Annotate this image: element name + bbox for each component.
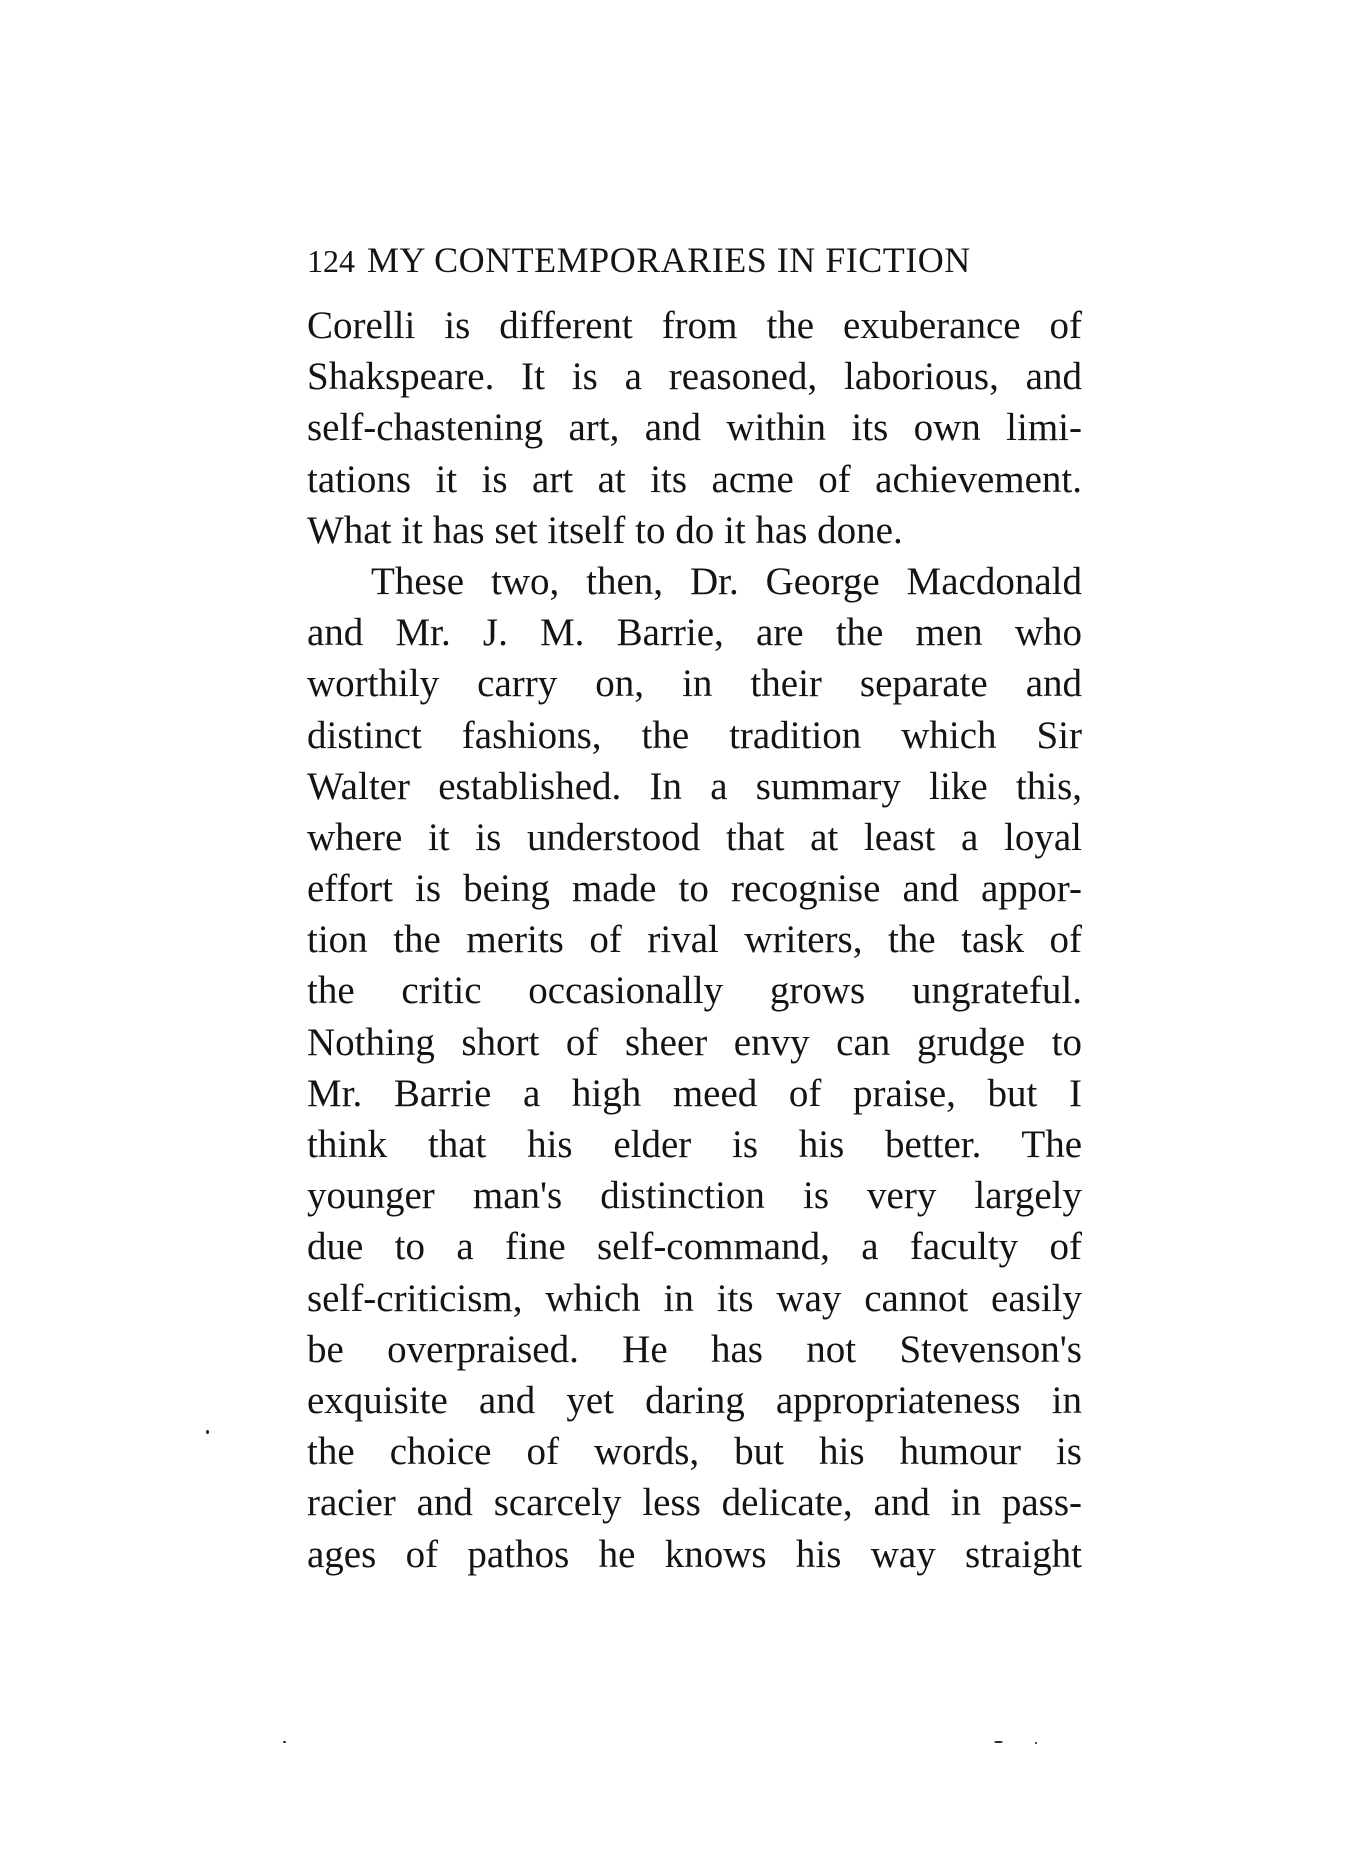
text-line: tion the merits of rival writers, the task of bbox=[307, 918, 1082, 962]
running-title: MY CONTEMPORARIES IN FICTION bbox=[367, 240, 971, 280]
text-line: racier and scarcely less delicate, and in pass- bbox=[307, 1481, 1082, 1525]
text-line: self-criticism, which in its way cannot easily bbox=[307, 1276, 1082, 1320]
scan-speck bbox=[994, 1741, 1003, 1743]
text-line: the critic occasionally grows ungrateful. bbox=[307, 969, 1082, 1013]
scan-speck bbox=[283, 1741, 286, 1743]
text-line: due to a fine self-command, a faculty of bbox=[307, 1225, 1082, 1269]
text-line: exquisite and yet daring appropriateness in bbox=[307, 1378, 1082, 1422]
text-line: the choice of words, but his humour is bbox=[307, 1430, 1082, 1474]
page-number: 124 bbox=[307, 243, 355, 279]
scan-speck bbox=[206, 1430, 209, 1434]
text-line: be overpraised. He has not Stevenson's bbox=[307, 1327, 1082, 1371]
running-header bbox=[307, 232, 1087, 288]
text-line: and Mr. J. M. Barrie, are the men who bbox=[307, 611, 1082, 655]
text-line: effort is being made to recognise and appor- bbox=[307, 867, 1082, 911]
text-line: Corelli is different from the exuberance of bbox=[307, 304, 1082, 347]
text-line: think that his elder is his better. The bbox=[307, 1123, 1082, 1166]
text-line: Nothing short of sheer envy can grudge to bbox=[307, 1020, 1082, 1064]
text-line: ages of pathos he knows his way straight bbox=[307, 1532, 1082, 1576]
scan-speck bbox=[1035, 1742, 1037, 1744]
text-line: tations it is art at its acme of achievement. bbox=[307, 457, 1082, 501]
text-line: younger man's distinction is very largely bbox=[307, 1174, 1082, 1218]
text-line: Walter established. In a summary like this, bbox=[307, 764, 1082, 808]
paragraph-first-line: These two, then, Dr. George Macdonald bbox=[371, 559, 1082, 603]
text-line: Mr. Barrie a high meed of praise, but I bbox=[307, 1071, 1082, 1115]
body-text bbox=[307, 300, 1082, 1580]
text-line: distinct fashions, the tradition which Sir bbox=[307, 713, 1082, 757]
text-line: where it is understood that at least a loyal bbox=[307, 815, 1082, 859]
text-line: self-chastening art, and within its own limi- bbox=[307, 406, 1082, 450]
paragraph-last-line: What it has set itself to do it has done. bbox=[307, 508, 903, 552]
text-line: Shakspeare. It is a reasoned, laborious, and bbox=[307, 355, 1082, 399]
text-line: worthily carry on, in their separate and bbox=[307, 662, 1082, 706]
